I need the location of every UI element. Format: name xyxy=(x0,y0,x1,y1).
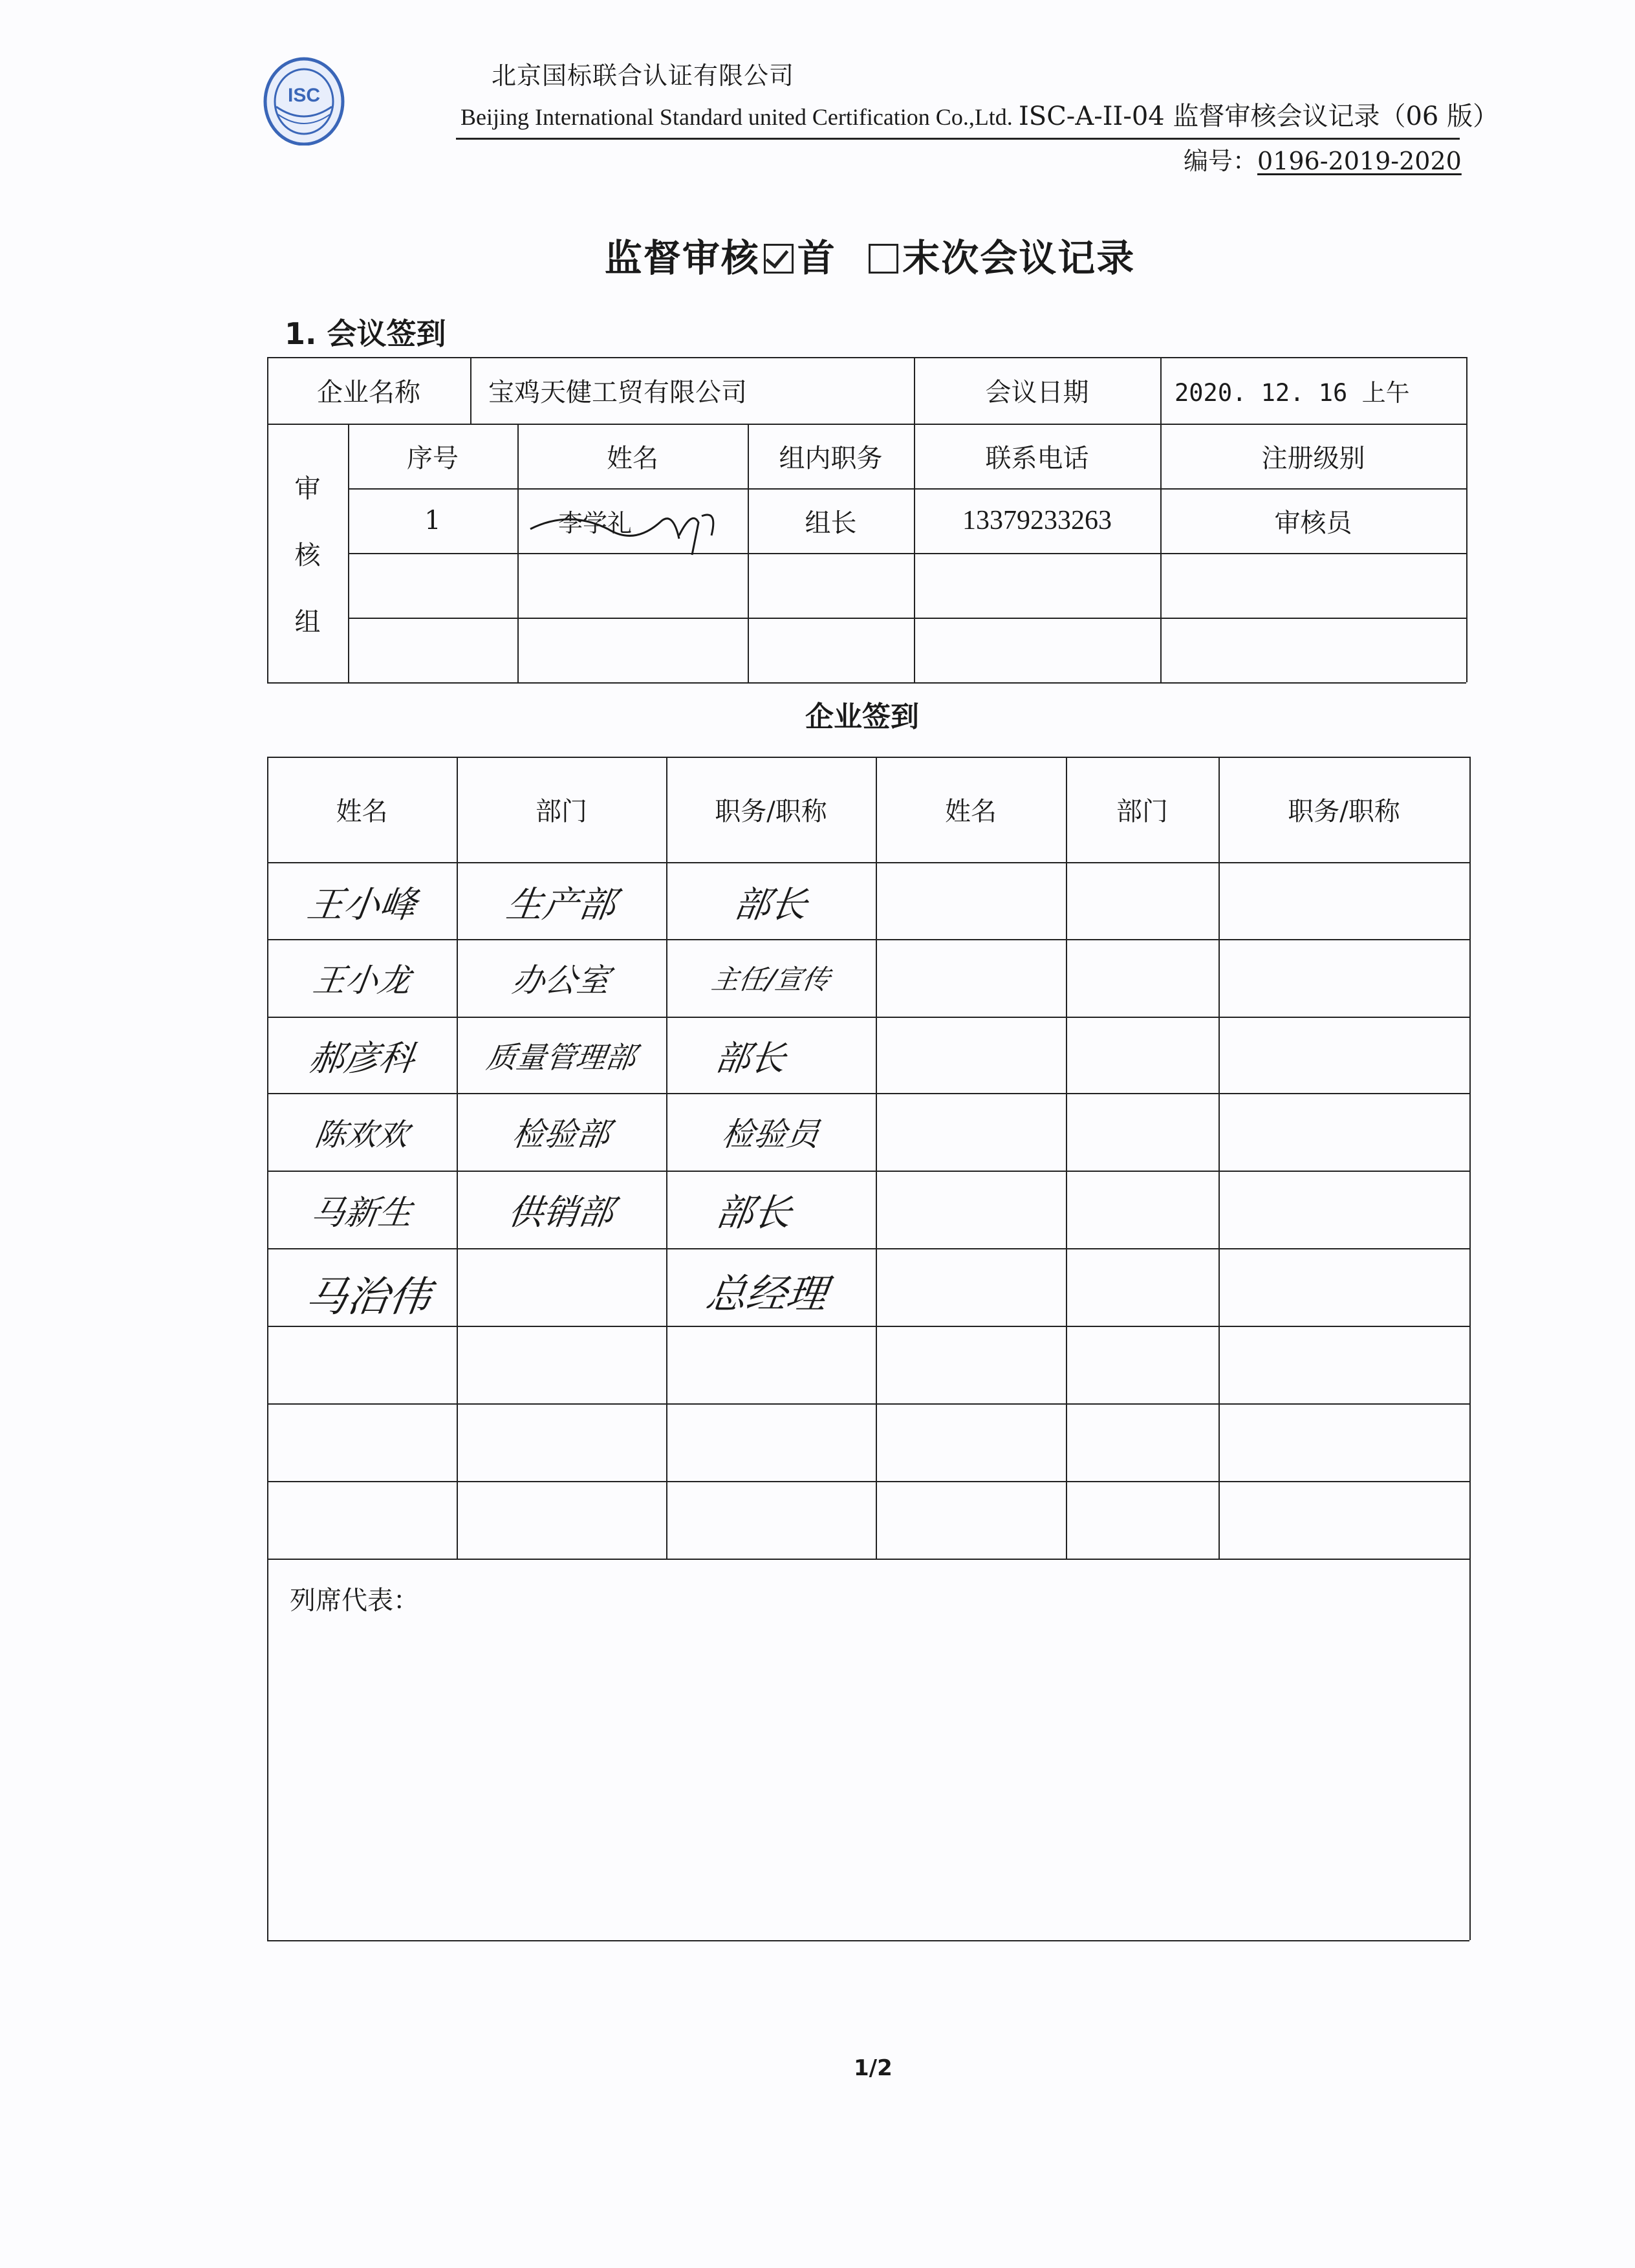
form-code: ISC-A-II-04 监督审核会议记录（06 版） xyxy=(1019,102,1499,131)
col-header-role: 组内职务 xyxy=(779,443,883,473)
col-header-name-1: 姓名 xyxy=(336,797,388,826)
signer-title: 主任/宣传 xyxy=(709,964,832,995)
col-header-dept-2: 部门 xyxy=(1116,797,1168,826)
svg-text:ISC: ISC xyxy=(287,85,321,106)
title-prefix: 监督审核 xyxy=(604,236,760,280)
col-header-title-2: 职务/职称 xyxy=(1288,797,1400,826)
signer-name: 郝彦科 xyxy=(307,1037,417,1079)
signer-name: 陈欢欢 xyxy=(312,1116,411,1153)
audit-team-char-3: 组 xyxy=(294,607,321,637)
document-number-value: 0196-2019-2020 xyxy=(1257,147,1462,175)
signer-dept: 质量管理部 xyxy=(484,1040,638,1075)
signer-name: 马新生 xyxy=(308,1193,415,1233)
company-name-label: 企业名称 xyxy=(317,378,420,407)
auditor-signature xyxy=(517,484,724,564)
col-header-no: 序号 xyxy=(407,443,459,473)
document-number xyxy=(1184,141,1462,177)
company-name-en: Beijing International Standard united Certification Co.,Ltd. xyxy=(460,104,1013,130)
audit-team-char-1: 审 xyxy=(294,473,321,504)
auditor-level: 审核员 xyxy=(1274,508,1352,538)
signer-dept: 检验部 xyxy=(510,1116,612,1153)
col-header-name-2: 姓名 xyxy=(945,797,997,826)
auditor-name: 李学礼 xyxy=(558,508,632,537)
first-meeting-checkbox[interactable] xyxy=(764,244,794,274)
page-title xyxy=(0,228,1635,282)
col-header-phone: 联系电话 xyxy=(985,443,1089,473)
signer-title: 检验员 xyxy=(719,1116,822,1153)
isc-logo xyxy=(262,55,346,146)
col-header-title-1: 职务/职称 xyxy=(715,797,827,826)
signer-name: 马治伟 xyxy=(302,1273,434,1321)
audit-team-label xyxy=(267,424,348,682)
auditor-role: 组长 xyxy=(805,508,857,538)
company-name-value: 宝鸡天健工贸有限公司 xyxy=(488,378,747,407)
signer-title: 部长 xyxy=(731,884,810,926)
title-first-label: 首 xyxy=(797,236,836,280)
signer-dept: 生产部 xyxy=(503,884,618,926)
company-name-cn: 北京国标联合认证有限公司 xyxy=(492,61,795,90)
col-header-level: 注册级别 xyxy=(1261,443,1365,473)
signer-title: 总经理 xyxy=(703,1269,830,1317)
section-heading: 1. 会议签到 xyxy=(285,316,446,351)
attendees-label: 列席代表： xyxy=(290,1586,419,1615)
auditor-phone: 13379233263 xyxy=(962,506,1112,535)
signer-name: 王小峰 xyxy=(304,884,419,926)
enterprise-sign-title: 企业签到 xyxy=(805,700,919,733)
signer-title: 部长 xyxy=(713,1191,795,1235)
last-meeting-checkbox[interactable] xyxy=(869,244,898,274)
meeting-date-label: 会议日期 xyxy=(985,378,1089,407)
title-last-label: 末次会议记录 xyxy=(902,236,1136,280)
col-header-dept-1: 部门 xyxy=(536,797,587,826)
signer-title: 部长 xyxy=(713,1037,788,1079)
auditor-no: 1 xyxy=(424,506,441,535)
header-rule xyxy=(456,138,1460,140)
meeting-date-value: 2020. 12. 16 上午 xyxy=(1175,378,1410,407)
signer-dept: 供销部 xyxy=(506,1191,616,1233)
signer-name: 王小龙 xyxy=(310,962,413,999)
audit-team-char-2: 核 xyxy=(294,540,321,570)
col-header-name: 姓名 xyxy=(607,443,658,473)
signer-dept: 办公室 xyxy=(510,962,612,999)
document-number-label: 编号： xyxy=(1184,147,1258,175)
page-number: 1/2 xyxy=(854,2055,893,2081)
signer-dept xyxy=(460,1258,662,1323)
